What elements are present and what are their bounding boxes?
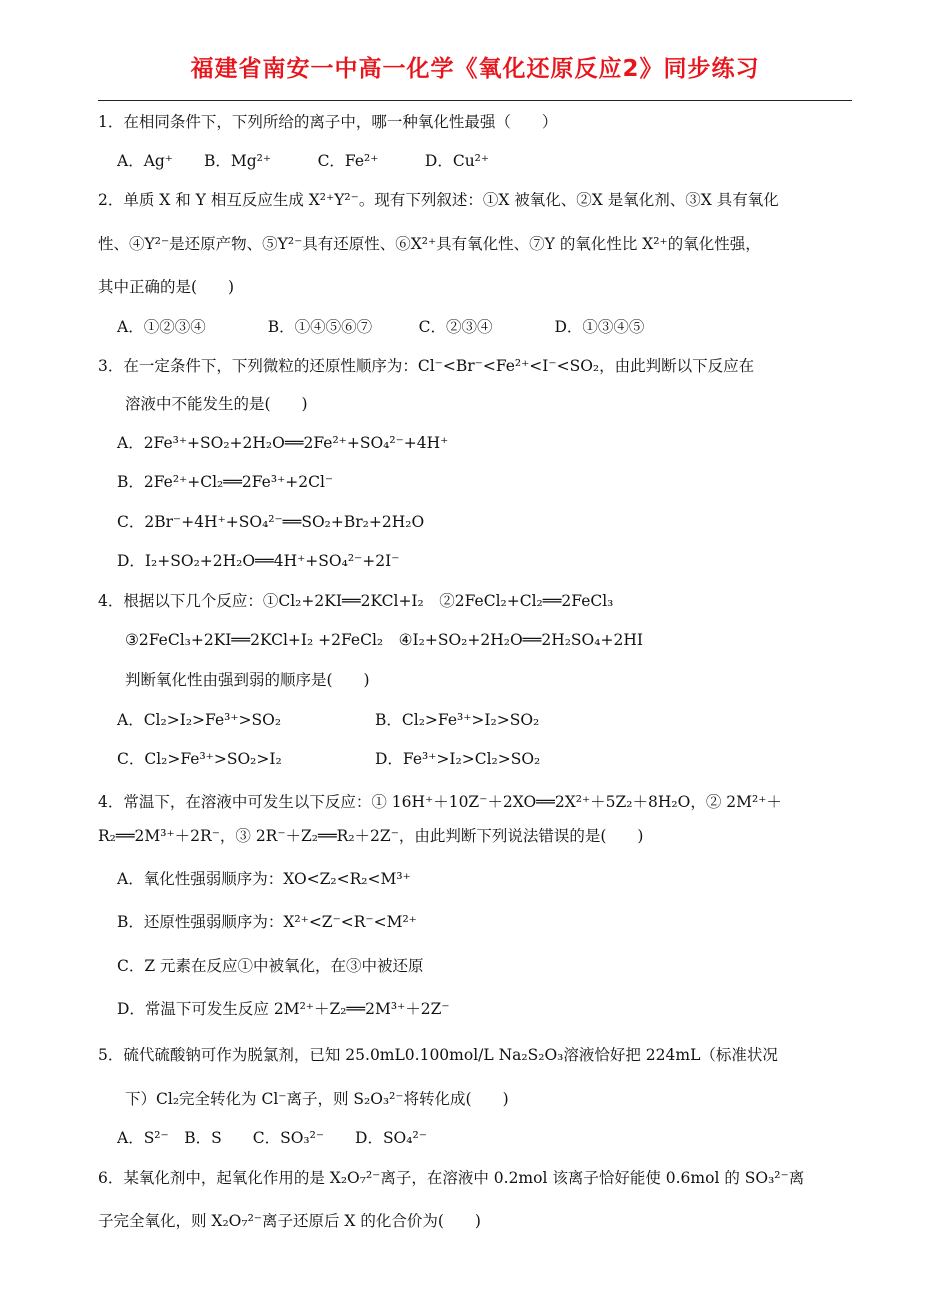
question-line: 性、④Y²⁻是还原产物、⑤Y²⁻具有还原性、⑥X²⁺具有氧化性、⑦Y 的氧化性比 X²⁺的氧化性强， — [98, 235, 761, 253]
question-line: 子完全氧化，则 X₂O₇²⁻离子还原后 X 的化合价为( ) — [98, 1212, 481, 1230]
question-line: C．Cl₂>Fe³⁺>SO₂>I₂ — [117, 750, 282, 768]
question-line: C．2Br⁻+4H⁺+SO₄²⁻══SO₂+Br₂+2H₂O — [117, 513, 425, 531]
question-line: 1．在相同条件下，下列所给的离子中，哪一种氧化性最强（ ） — [98, 113, 558, 131]
question-line: 判断氧化性由强到弱的顺序是( ) — [125, 671, 370, 689]
question-line: 4．根据以下几个反应：①Cl₂+2KI══2KCl+I₂ ②2FeCl₂+Cl₂══2FeCl₃ — [98, 592, 614, 610]
question-line: A．2Fe³⁺+SO₂+2H₂O══2Fe²⁺+SO₄²⁻+4H⁺ — [117, 434, 449, 452]
question-line: B．2Fe²⁺+Cl₂══2Fe³⁺+2Cl⁻ — [117, 473, 334, 491]
question-line: A．Cl₂>I₂>Fe³⁺>SO₂ — [117, 711, 282, 729]
question-line: B．还原性强弱顺序为：X²⁺<Z⁻<R⁻<M²⁺ — [117, 913, 417, 931]
page-title: 福建省南安一中高一化学《氧化还原反应2》同步练习 — [190, 56, 760, 82]
question-line: D．Fe³⁺>I₂>Cl₂>SO₂ — [375, 750, 541, 768]
question-line: 3．在一定条件下，下列微粒的还原性顺序为：Cl⁻<Br⁻<Fe²⁺<I⁻<SO₂，由此判断以下反应在 — [98, 357, 755, 375]
question-line: A．①②③④ B．①④⑤⑥⑦ C．②③④ D．①③④⑤ — [117, 318, 645, 336]
question-line: R₂══2M³⁺＋2R⁻，③ 2R⁻＋Z₂══R₂＋2Z⁻，由此判断下列说法错误的是( ) — [98, 827, 644, 845]
question-line: C．Z 元素在反应①中被氧化，在③中被还原 — [117, 957, 424, 975]
question-line: D．常温下可发生反应 2M²⁺＋Z₂══2M³⁺＋2Z⁻ — [117, 1000, 450, 1018]
question-line: 6．某氧化剂中，起氧化作用的是 X₂O₇²⁻离子，在溶液中 0.2mol 该离子恰好能使 0.6mol 的 SO₃²⁻离 — [98, 1169, 805, 1187]
question-line: A．氧化性强弱顺序为：XO<Z₂<R₂<M³⁺ — [117, 870, 411, 888]
question-line: 溶液中不能发生的是( ) — [125, 395, 308, 413]
question-line: A．Ag⁺ B．Mg²⁺ C．Fe²⁺ D．Cu²⁺ — [117, 152, 490, 170]
question-line: ③2FeCl₃+2KI══2KCl+I₂ +2FeCl₂ ④I₂+SO₂+2H₂O══2H₂SO₄+2HI — [125, 631, 643, 649]
question-line: D．I₂+SO₂+2H₂O══4H⁺+SO₄²⁻+2I⁻ — [117, 552, 400, 570]
question-line: 4．常温下，在溶液中可发生以下反应：① 16H⁺＋10Z⁻＋2XO══2X²⁺＋5Z₂＋8H₂O，② 2M²⁺＋ — [98, 793, 782, 811]
question-line: A．S²⁻ B．S C．SO₃²⁻ D．SO₄²⁻ — [117, 1129, 427, 1147]
question-line: 其中正确的是( ) — [98, 278, 235, 296]
question-line: B．Cl₂>Fe³⁺>I₂>SO₂ — [375, 711, 540, 729]
question-line: 下）Cl₂完全转化为 Cl⁻离子，则 S₂O₃²⁻将转化成( ) — [125, 1090, 509, 1108]
question-line: 2．单质 X 和 Y 相互反应生成 X²⁺Y²⁻。现有下列叙述：①X 被氧化、②X 是氧化剂、③X 具有氧化 — [98, 191, 779, 209]
title-divider — [98, 100, 852, 101]
question-line: 5．硫代硫酸钠可作为脱氯剂，已知 25.0mL0.100mol/L Na₂S₂O₃溶液恰好把 224mL（标准状况 — [98, 1046, 778, 1064]
